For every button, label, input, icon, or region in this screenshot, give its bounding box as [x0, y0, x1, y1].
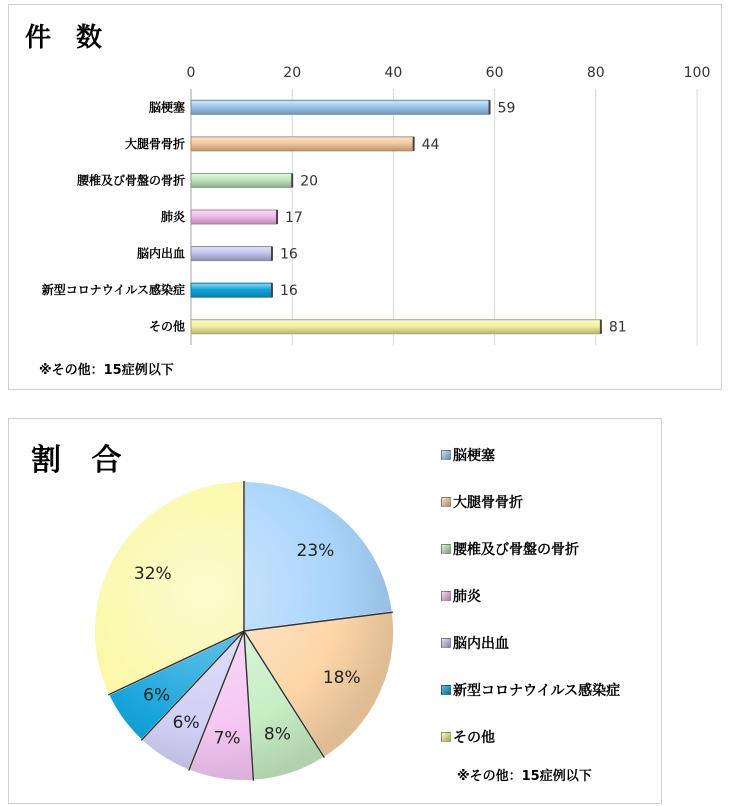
pie-chart-panel: [8, 418, 662, 804]
bar: [191, 137, 414, 151]
legend-item: [441, 492, 523, 512]
legend-label: 肺炎: [453, 589, 481, 605]
data-label: 17: [285, 210, 303, 226]
legend-swatch: [441, 685, 451, 695]
data-label: 59: [497, 100, 516, 117]
legend-item: [441, 539, 579, 559]
pie-slice-label: 32%: [133, 564, 172, 585]
legend-swatch: [441, 544, 451, 554]
legend-label: 脳内出血: [453, 636, 509, 652]
data-label: 16: [279, 283, 298, 300]
pie-slice-label: 23%: [296, 540, 335, 561]
legend-label: 大腿骨骨折: [453, 495, 523, 511]
legend-item: [441, 633, 509, 653]
pie-slice-label: 7%: [213, 728, 241, 749]
legend-swatch: [441, 497, 451, 507]
legend-item: [441, 680, 620, 700]
bar: [191, 173, 292, 187]
legend-label: その他: [453, 730, 495, 746]
x-tick-label: 20: [283, 65, 302, 81]
legend-swatch: [441, 732, 451, 742]
legend-label: 脳梗塞: [453, 448, 495, 464]
legend-label: 腰椎及び骨盤の骨折: [453, 542, 579, 558]
pie-slice-label: 18%: [322, 667, 361, 688]
category-label: その他: [148, 319, 185, 334]
legend-swatch: [441, 638, 451, 648]
x-tick-label: 80: [586, 65, 605, 81]
pie-chart: [9, 419, 663, 805]
category-label: 脳内出血: [136, 246, 185, 261]
bar: [191, 247, 272, 261]
legend-swatch: [441, 591, 451, 601]
x-tick-label: 100: [683, 65, 711, 81]
bar-chart-note: ※その他：15症例以下: [39, 363, 174, 378]
x-tick-label: 60: [485, 65, 504, 81]
legend-item: [441, 586, 481, 606]
data-label: 20: [300, 173, 319, 190]
bar: [191, 210, 277, 224]
x-tick-label: 0: [186, 65, 196, 81]
bar-chart-panel: [8, 4, 722, 390]
data-label: 16: [279, 246, 298, 263]
pie-slice-label: 8%: [263, 724, 291, 745]
legend-swatch: [441, 450, 451, 460]
category-label: 腰椎及び骨盤の骨折: [76, 173, 185, 188]
bar: [191, 283, 272, 297]
data-label: 81: [608, 319, 627, 336]
pie-slice-label: 6%: [143, 685, 171, 706]
pie-chart-title: 割 合: [31, 443, 132, 478]
bar-chart-title: 件 数: [25, 23, 111, 53]
bar: [191, 320, 601, 334]
bar: [191, 100, 490, 114]
pie-chart-note: ※その他：15症例以下: [457, 769, 592, 784]
category-label: 新型コロナウイルス感染症: [41, 283, 185, 298]
category-label: 肺炎: [160, 210, 185, 224]
category-label: 大腿骨骨折: [124, 136, 185, 151]
bar-chart: [9, 5, 723, 391]
legend-item: [441, 445, 495, 465]
legend-label: 新型コロナウイルス感染症: [453, 683, 621, 699]
pie-slice-label: 6%: [172, 713, 200, 734]
legend-item: [441, 727, 495, 747]
category-label: 脳梗塞: [148, 100, 185, 115]
x-tick-label: 40: [384, 65, 403, 81]
data-label: 44: [421, 136, 440, 153]
